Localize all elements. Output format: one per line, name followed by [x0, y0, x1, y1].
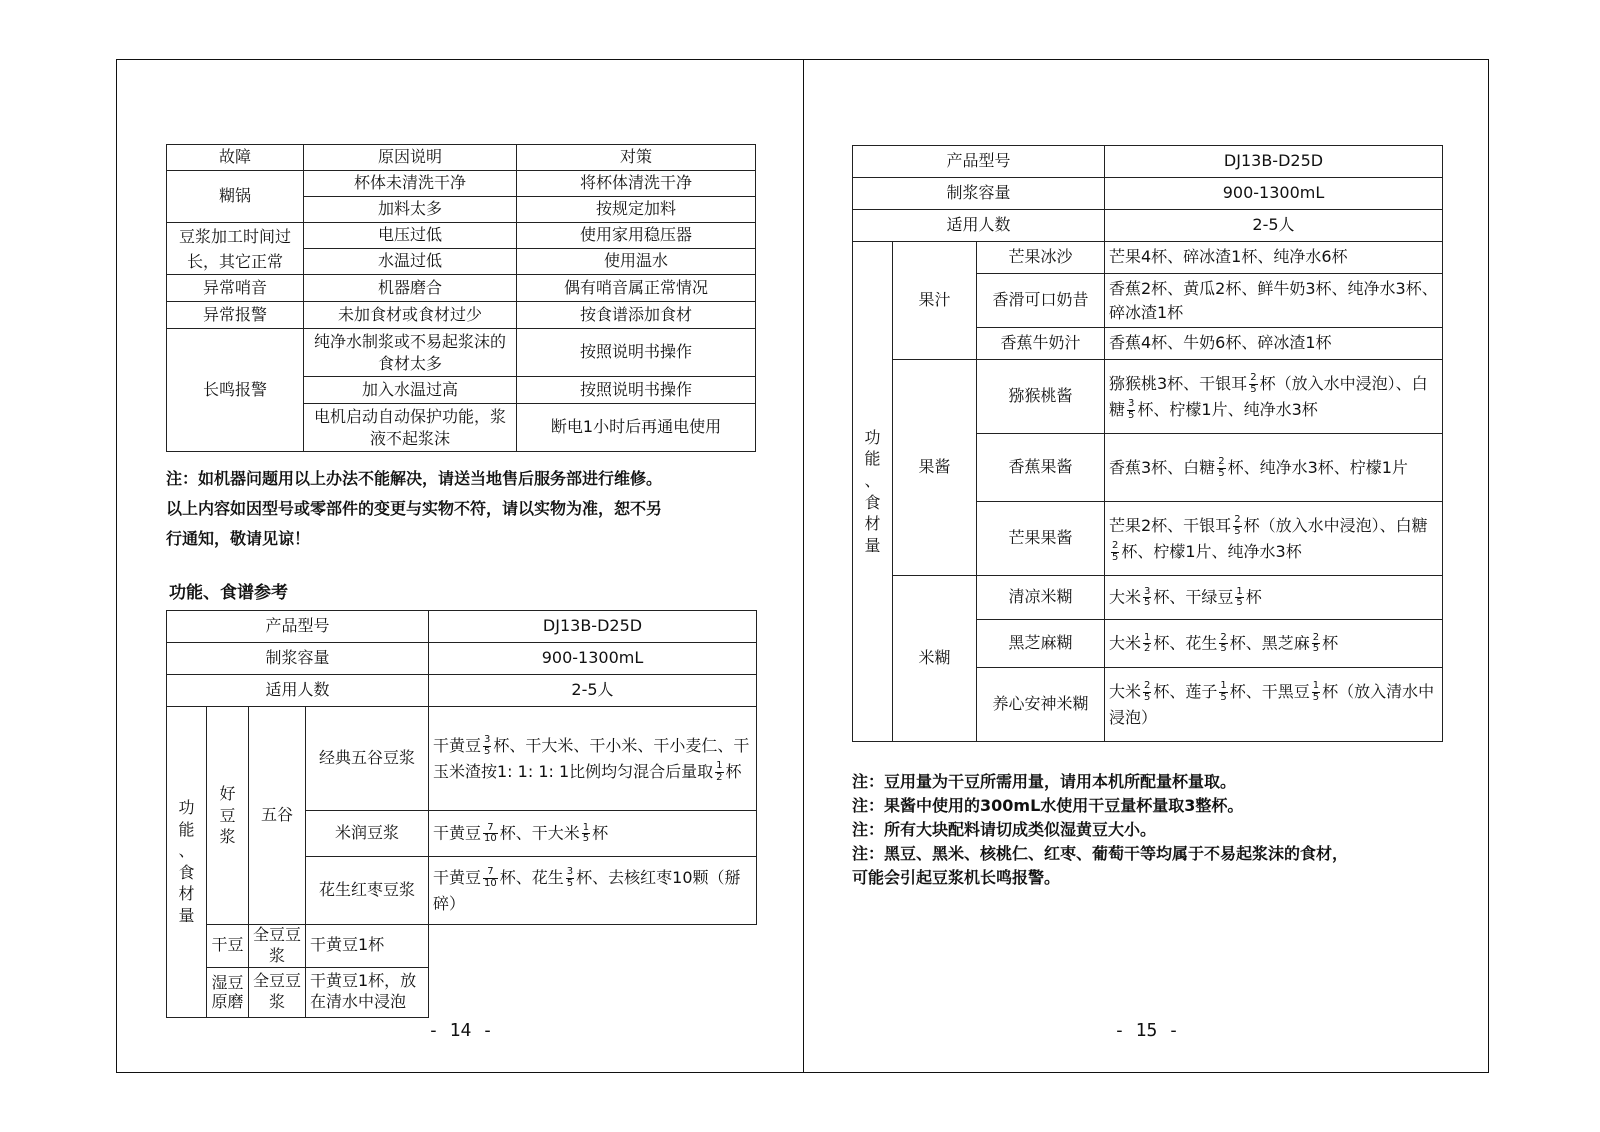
spec-label: 产品型号 — [167, 611, 429, 643]
fraction: $\frac{7}{10}$ — [484, 866, 497, 889]
fault-cell: 糊锅 — [167, 171, 304, 223]
fraction: $\frac{2}{5}$ — [1144, 680, 1151, 703]
fraction: $\frac{3}{5}$ — [1144, 585, 1151, 608]
note-line: 注：所有大块配料请切成类似湿黄豆大小。 — [852, 820, 1157, 839]
recipe-name: 芒果果酱 — [977, 502, 1105, 576]
spec-label: 制浆容量 — [167, 643, 429, 675]
dry-bean-label: 干豆 — [207, 925, 249, 968]
recipe-ingredients: 大米 $\frac{2}{5}$ 杯、莲子 $\frac{1}{5}$ 杯、干黑豆 $\frac{1}{5}$ 杯（放入清水中浸泡） — [1105, 668, 1443, 742]
spec-label: 产品型号 — [853, 146, 1105, 178]
capacity-value: 900-1300mL — [429, 643, 757, 675]
note-line: 以上内容如因型号或零部件的变更与实物不符，请以实物为准，恕不另 — [166, 499, 663, 518]
recipe-ingredients: 香蕉2杯、黄瓜2杯、鲜牛奶3杯、纯净水3杯、碎冰渣1杯 — [1105, 274, 1443, 328]
solution-cell: 按照说明书操作 — [517, 377, 756, 404]
page-number-left: - 14 - — [428, 1020, 494, 1041]
fault-cell: 异常报警 — [167, 302, 304, 329]
fraction: $\frac{2}{5}$ — [1112, 540, 1119, 563]
solution-cell: 按食谱添加食材 — [517, 302, 756, 329]
header-solution: 对策 — [517, 145, 756, 171]
cause-cell: 未加食材或食材过少 — [304, 302, 517, 329]
recipe-ingredients: 干黄豆1杯 — [306, 925, 429, 968]
fraction: $\frac{3}{5}$ — [1128, 398, 1135, 421]
recipe-ingredients: 猕猴桃3杯、干银耳 $\frac{2}{5}$ 杯（放入水中浸泡）、白糖 $\frac{3}{5}$ 杯、柠檬1片、纯净水3杯 — [1105, 360, 1443, 434]
recipe-table-left — [166, 706, 757, 1018]
recipe-ingredients: 香蕉4杯、牛奶6杯、碎冰渣1杯 — [1105, 328, 1443, 360]
page-divider — [803, 60, 804, 1072]
note-line: 注：豆用量为干豆所需用量，请用本机所配量杯量取。 — [852, 772, 1237, 791]
recipe-ingredients: 大米 $\frac{3}{5}$ 杯、干绿豆 $\frac{1}{5}$ 杯 — [1105, 576, 1443, 620]
recipe-name: 花生红枣豆浆 — [306, 857, 429, 925]
wet-bean-label: 湿豆原磨 — [207, 967, 249, 1017]
fraction: $\frac{1}{5}$ — [1312, 680, 1320, 703]
cause-cell: 杯体未清洗干净 — [304, 171, 517, 197]
good-soy-label: 好 豆 浆 — [207, 707, 249, 925]
recipe-name: 香滑可口奶昔 — [977, 274, 1105, 328]
recipe-name: 养心安神米糊 — [977, 668, 1105, 742]
solution-cell: 使用温水 — [517, 249, 756, 275]
fraction: $\frac{1}{5}$ — [582, 821, 590, 844]
cause-cell: 加料太多 — [304, 197, 517, 223]
fraction: $\frac{1}{5}$ — [1236, 585, 1243, 608]
cause-cell: 机器磨合 — [304, 275, 517, 302]
spec-table-left — [166, 610, 757, 707]
recipe-ingredients: 香蕉3杯、白糖 $\frac{2}{5}$ 杯、纯净水3杯、柠檬1片 — [1105, 434, 1443, 502]
cause-cell: 电压过低 — [304, 223, 517, 249]
spec-table-right — [852, 145, 1443, 242]
recipe-name: 经典五谷豆浆 — [306, 707, 429, 811]
cause-cell: 加入水温过高 — [304, 377, 517, 404]
model-value: DJ13B-D25D — [429, 611, 757, 643]
usage-notes — [852, 770, 1452, 890]
recipe-name: 猕猴桃酱 — [977, 360, 1105, 434]
fraction: $\frac{7}{10}$ — [484, 821, 497, 844]
header-fault: 故障 — [167, 145, 304, 171]
capacity-value: 900-1300mL — [1105, 178, 1443, 210]
spec-label: 适用人数 — [167, 675, 429, 707]
recipe-name: 黑芝麻糊 — [977, 620, 1105, 668]
fault-cell: 异常哨音 — [167, 275, 304, 302]
solution-cell: 偶有哨音属正常情况 — [517, 275, 756, 302]
fraction: $\frac{2}{5}$ — [1312, 631, 1320, 654]
people-value: 2-5人 — [429, 675, 757, 707]
cause-cell: 电机启动自动保护功能，浆液不起浆沫 — [304, 404, 517, 452]
model-value: DJ13B-D25D — [1105, 146, 1443, 178]
solution-cell: 按照说明书操作 — [517, 329, 756, 377]
note-line: 注：果酱中使用的300mL水使用干豆量杯量取3整杯。 — [852, 796, 1244, 815]
category-jam: 果酱 — [893, 360, 977, 576]
category-juice: 果汁 — [893, 242, 977, 360]
solution-cell: 按规定加料 — [517, 197, 756, 223]
function-label: 功 能 、 食 材 量 — [167, 707, 207, 1018]
note-line: 行通知，敬请见谅！ — [166, 529, 311, 548]
fraction: $\frac{2}{5}$ — [1220, 631, 1227, 654]
cause-cell: 纯净水制浆或不易起浆沫的食材太多 — [304, 329, 517, 377]
spec-label: 制浆容量 — [853, 178, 1105, 210]
recipe-name: 清凉米糊 — [977, 576, 1105, 620]
fraction: $\frac{2}{5}$ — [1234, 514, 1241, 537]
fraction: $\frac{3}{5}$ — [484, 734, 491, 757]
fraction: $\frac{2}{5}$ — [1218, 456, 1225, 479]
header-cause: 原因说明 — [304, 145, 517, 171]
section-title: 功能、食谱参考 — [169, 583, 288, 603]
recipe-name: 全豆豆浆 — [249, 925, 306, 968]
recipe-ingredients: 芒果4杯、碎冰渣1杯、纯净水6杯 — [1105, 242, 1443, 274]
recipe-ingredients: 芒果2杯、干银耳 $\frac{2}{5}$ 杯（放入水中浸泡）、白糖 $\frac{2}{5}$ 杯、柠檬1片、纯净水3杯 — [1105, 502, 1443, 576]
fraction: $\frac{3}{5}$ — [566, 866, 574, 889]
note-line: 注：如机器问题用以上办法不能解决，请送当地售后服务部进行维修。 — [166, 469, 663, 488]
fault-cell: 豆浆加工时间过长，其它正常 — [167, 223, 304, 275]
troubleshooting-table — [166, 144, 756, 452]
recipe-ingredients: 干黄豆 $\frac{7}{10}$ 杯、干大米 $\frac{1}{5}$ 杯 — [429, 811, 757, 857]
note-line: 可能会引起豆浆机长鸣报警。 — [852, 868, 1061, 887]
recipe-table-right — [852, 241, 1443, 742]
recipe-ingredients: 大米 $\frac{1}{2}$ 杯、花生 $\frac{2}{5}$ 杯、黑芝麻 $\frac{2}{5}$ 杯 — [1105, 620, 1443, 668]
fraction: $\frac{2}{5}$ — [1250, 372, 1257, 395]
category-rice-paste: 米糊 — [893, 576, 977, 742]
recipe-ingredients: 干黄豆 $\frac{7}{10}$ 杯、花生 $\frac{3}{5}$ 杯、去核红枣10颗（掰碎） — [429, 857, 757, 925]
fraction: $\frac{1}{2}$ — [1144, 631, 1151, 654]
recipe-name: 全豆豆浆 — [249, 967, 306, 1017]
solution-cell: 断电1小时后再通电使用 — [517, 404, 756, 452]
fault-cell: 长鸣报警 — [167, 329, 304, 452]
fraction: $\frac{1}{2}$ — [716, 760, 723, 783]
solution-cell: 使用家用稳压器 — [517, 223, 756, 249]
recipe-name: 香蕉牛奶汁 — [977, 328, 1105, 360]
function-label: 功 能 、 食 材 量 — [853, 242, 893, 742]
repair-note — [166, 464, 766, 554]
note-line: 注：黑豆、黑米、核桃仁、红枣、葡萄干等均属于不易起浆沫的食材， — [852, 844, 1349, 863]
fraction: $\frac{1}{5}$ — [1220, 680, 1227, 703]
recipe-name: 香蕉果酱 — [977, 434, 1105, 502]
recipe-ingredients: 干黄豆1杯，放在清水中浸泡 — [306, 967, 429, 1017]
recipe-name: 米润豆浆 — [306, 811, 429, 857]
page-number-right: - 15 - — [1114, 1020, 1180, 1041]
solution-cell: 将杯体清洗干净 — [517, 171, 756, 197]
grain-label: 五谷 — [249, 707, 306, 925]
spec-label: 适用人数 — [853, 210, 1105, 242]
people-value: 2-5人 — [1105, 210, 1443, 242]
cause-cell: 水温过低 — [304, 249, 517, 275]
recipe-name: 芒果冰沙 — [977, 242, 1105, 274]
recipe-ingredients: 干黄豆 $\frac{3}{5}$ 杯、干大米、干小米、干小麦仁、干玉米渣按1: 1: 1: 1比例均匀混合后量取 $\frac{1}{2}$ 杯 — [429, 707, 757, 811]
